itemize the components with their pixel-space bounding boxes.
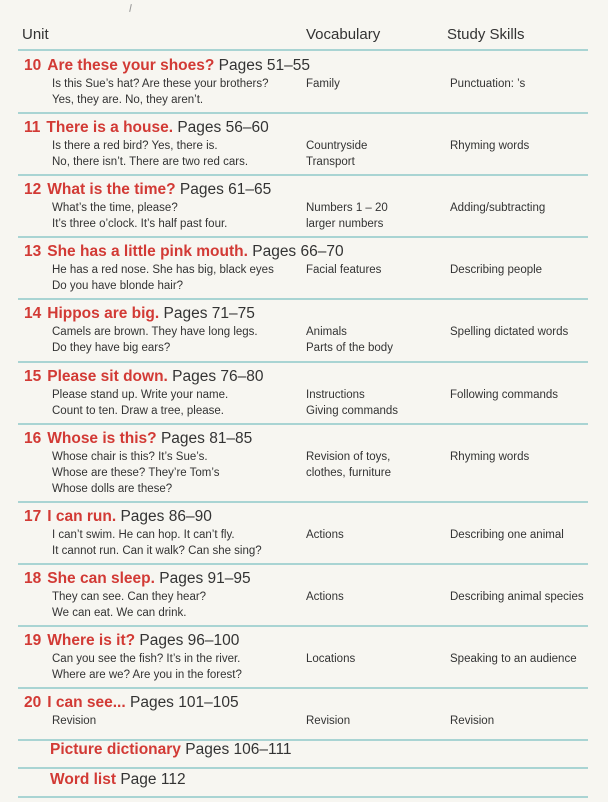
header-study-skills: Study Skills [447,26,525,43]
unit-title-line [24,243,344,261]
unit-title-line [24,694,239,712]
unit-sentences [52,651,242,683]
extra-section [50,741,292,759]
unit-number: 15 [24,368,42,385]
unit-sentences [52,527,262,559]
unit-vocabulary-line: Family [306,78,340,90]
unit-pages: Pages 76–80 [172,368,264,385]
unit-sentences-line: Is this Sue’s hat? Are these your brothers? [52,78,269,90]
unit-vocabulary-line: Locations [306,653,356,665]
unit-study-skills-line: Describing people [450,264,543,276]
unit-title-line [24,119,269,137]
unit-title: There is a house. [46,119,174,136]
unit-study-skills [450,387,558,403]
row-divider [18,767,588,769]
unit-sentences [52,324,258,356]
unit-title-line [24,508,212,526]
unit-number: 12 [24,181,42,198]
unit-sentences [52,387,228,419]
unit-vocabulary-line: Countryside [306,140,368,152]
unit-sentences-line: Please stand up. Write your name. [52,389,229,401]
table-header [0,24,608,46]
row-divider [18,687,588,689]
unit-title-line [24,305,255,323]
unit-pages: Pages 66–70 [252,243,344,260]
unit-vocabulary-line: Animals [306,326,347,338]
extra-section [50,771,186,789]
unit-pages: Pages 61–65 [179,181,272,198]
unit-study-skills [450,262,542,278]
extra-title: Picture dictionary [50,741,181,758]
unit-vocabulary [306,138,367,170]
unit-vocabulary-line: Instructions [306,389,365,401]
row-divider [18,361,588,363]
row-divider [18,298,588,300]
unit-study-skills-line: Describing one animal [450,529,564,541]
unit-title: Please sit down. [47,368,168,385]
unit-sentences [52,589,206,621]
unit-number: 19 [24,632,42,649]
unit-vocabulary [306,387,398,419]
unit-title: She has a little pink mouth. [47,243,248,260]
unit-vocabulary [306,651,355,667]
unit-sentences [52,713,96,729]
unit-title: She can sleep. [47,570,155,587]
unit-sentences [52,138,248,170]
unit-vocabulary-line: Actions [306,529,344,541]
unit-study-skills [450,138,529,154]
unit-title-line [24,181,271,199]
unit-pages: Pages 86–90 [120,508,212,525]
row-divider [18,563,588,565]
unit-title: I can see... [47,694,126,711]
unit-vocabulary [306,200,388,232]
header-vocabulary: Vocabulary [306,26,381,43]
unit-number: 20 [24,694,42,711]
unit-study-skills [450,76,525,92]
unit-sentences [52,200,227,232]
unit-vocabulary-line: Facial features [306,264,382,276]
unit-sentences-line: Can you see the fish? It’s in the river. [52,653,241,665]
unit-sentences-line: It’s three o’clock. It’s half past four. [52,218,228,230]
unit-sentences-line: We can eat. We can drink. [52,607,187,619]
unit-vocabulary-line: clothes, furniture [306,467,392,479]
scan-mark [129,4,132,12]
unit-title-line [24,368,264,386]
unit-vocabulary [306,324,393,356]
header-unit: Unit [22,26,49,43]
unit-title: Hippos are big. [47,305,160,322]
row-divider [18,501,588,503]
unit-sentences-line: No, there isn’t. There are two red cars. [52,156,249,168]
unit-vocabulary-line: Parts of the body [306,342,393,354]
unit-sentences [52,262,274,294]
unit-vocabulary-line: Numbers 1 – 20 [306,202,388,214]
unit-title: Whose is this? [47,430,157,447]
unit-vocabulary-line: Actions [306,591,344,603]
unit-title-line [24,632,239,650]
unit-pages: Pages 56–60 [177,119,269,136]
row-divider [18,236,588,238]
row-divider [18,174,588,176]
unit-study-skills-line: Punctuation: ’s [450,78,526,90]
unit-title: What is the time? [47,181,176,198]
unit-sentences-line: Count to ten. Draw a tree, please. [52,405,224,417]
unit-title: I can run. [47,508,117,525]
unit-pages: Pages 71–75 [163,305,255,322]
unit-title-line [24,570,251,588]
unit-number: 16 [24,430,42,447]
unit-number: 10 [24,57,42,74]
row-divider [18,423,588,425]
unit-study-skills-line: Spelling dictated words [450,326,569,338]
unit-vocabulary-line: Transport [306,156,355,168]
unit-title: Are these your shoes? [47,57,215,74]
unit-sentences-line: Revision [52,715,97,727]
unit-sentences [52,76,269,108]
unit-study-skills [450,200,545,216]
unit-vocabulary [306,449,391,481]
unit-sentences-line: What’s the time, please? [52,202,178,214]
unit-study-skills-line: Describing animal species [450,591,584,603]
unit-vocabulary-line: Giving commands [306,405,399,417]
unit-sentences [52,449,219,497]
unit-study-skills [450,324,568,340]
unit-title-line [24,57,310,75]
unit-sentences-line: Where are we? Are you in the forest? [52,669,242,681]
unit-number: 14 [24,305,42,322]
unit-study-skills [450,449,529,465]
unit-sentences-line: I can’t swim. He can hop. It can’t fly. [52,529,235,541]
unit-sentences-line: Camels are brown. They have long legs. [52,326,258,338]
unit-number: 18 [24,570,42,587]
unit-vocabulary-line: Revision of toys, [306,451,391,463]
unit-study-skills-line: Rhyming words [450,451,530,463]
extra-pages: Page 112 [120,771,186,788]
unit-sentences-line: They can see. Can they hear? [52,591,207,603]
row-divider [18,625,588,627]
row-divider [18,49,588,51]
unit-vocabulary [306,589,344,605]
unit-study-skills [450,651,577,667]
unit-sentences-line: Whose chair is this? It’s Sue’s. [52,451,208,463]
unit-sentences-line: Is there a red bird? Yes, there is. [52,140,218,152]
row-divider [18,112,588,114]
unit-study-skills-line: Revision [450,715,495,727]
row-divider [18,796,588,798]
unit-number: 17 [24,508,42,525]
unit-title: Where is it? [47,632,136,649]
unit-sentences-line: Yes, they are. No, they aren’t. [52,94,204,106]
unit-pages: Pages 96–100 [139,632,240,649]
unit-vocabulary-line: Revision [306,715,351,727]
unit-vocabulary [306,713,350,729]
unit-vocabulary-line: larger numbers [306,218,384,230]
unit-sentences-line: Whose dolls are these? [52,483,173,495]
unit-sentences-line: Do they have big ears? [52,342,171,354]
unit-study-skills [450,589,584,605]
unit-pages: Pages 91–95 [159,570,251,587]
unit-vocabulary [306,76,340,92]
unit-vocabulary [306,527,344,543]
unit-number: 13 [24,243,42,260]
unit-study-skills-line: Following commands [450,389,559,401]
unit-sentences-line: Do you have blonde hair? [52,280,184,292]
unit-sentences-line: He has a red nose. She has big, black eyes [52,264,274,276]
unit-pages: Pages 101–105 [129,694,239,711]
unit-title-line [24,430,252,448]
unit-study-skills [450,713,494,729]
unit-study-skills [450,527,564,543]
unit-pages: Pages 51–55 [218,57,311,74]
unit-sentences-line: Whose are these? They’re Tom’s [52,467,220,479]
unit-vocabulary [306,262,381,278]
extra-title: Word list [50,771,117,788]
unit-number: 11 [24,119,41,136]
unit-pages: Pages 81–85 [160,430,253,447]
unit-study-skills-line: Rhyming words [450,140,530,152]
extra-pages: Pages 106–111 [185,741,292,758]
unit-sentences-line: It cannot run. Can it walk? Can she sing? [52,545,262,557]
unit-study-skills-line: Speaking to an audience [450,653,577,665]
unit-study-skills-line: Adding/subtracting [450,202,546,214]
